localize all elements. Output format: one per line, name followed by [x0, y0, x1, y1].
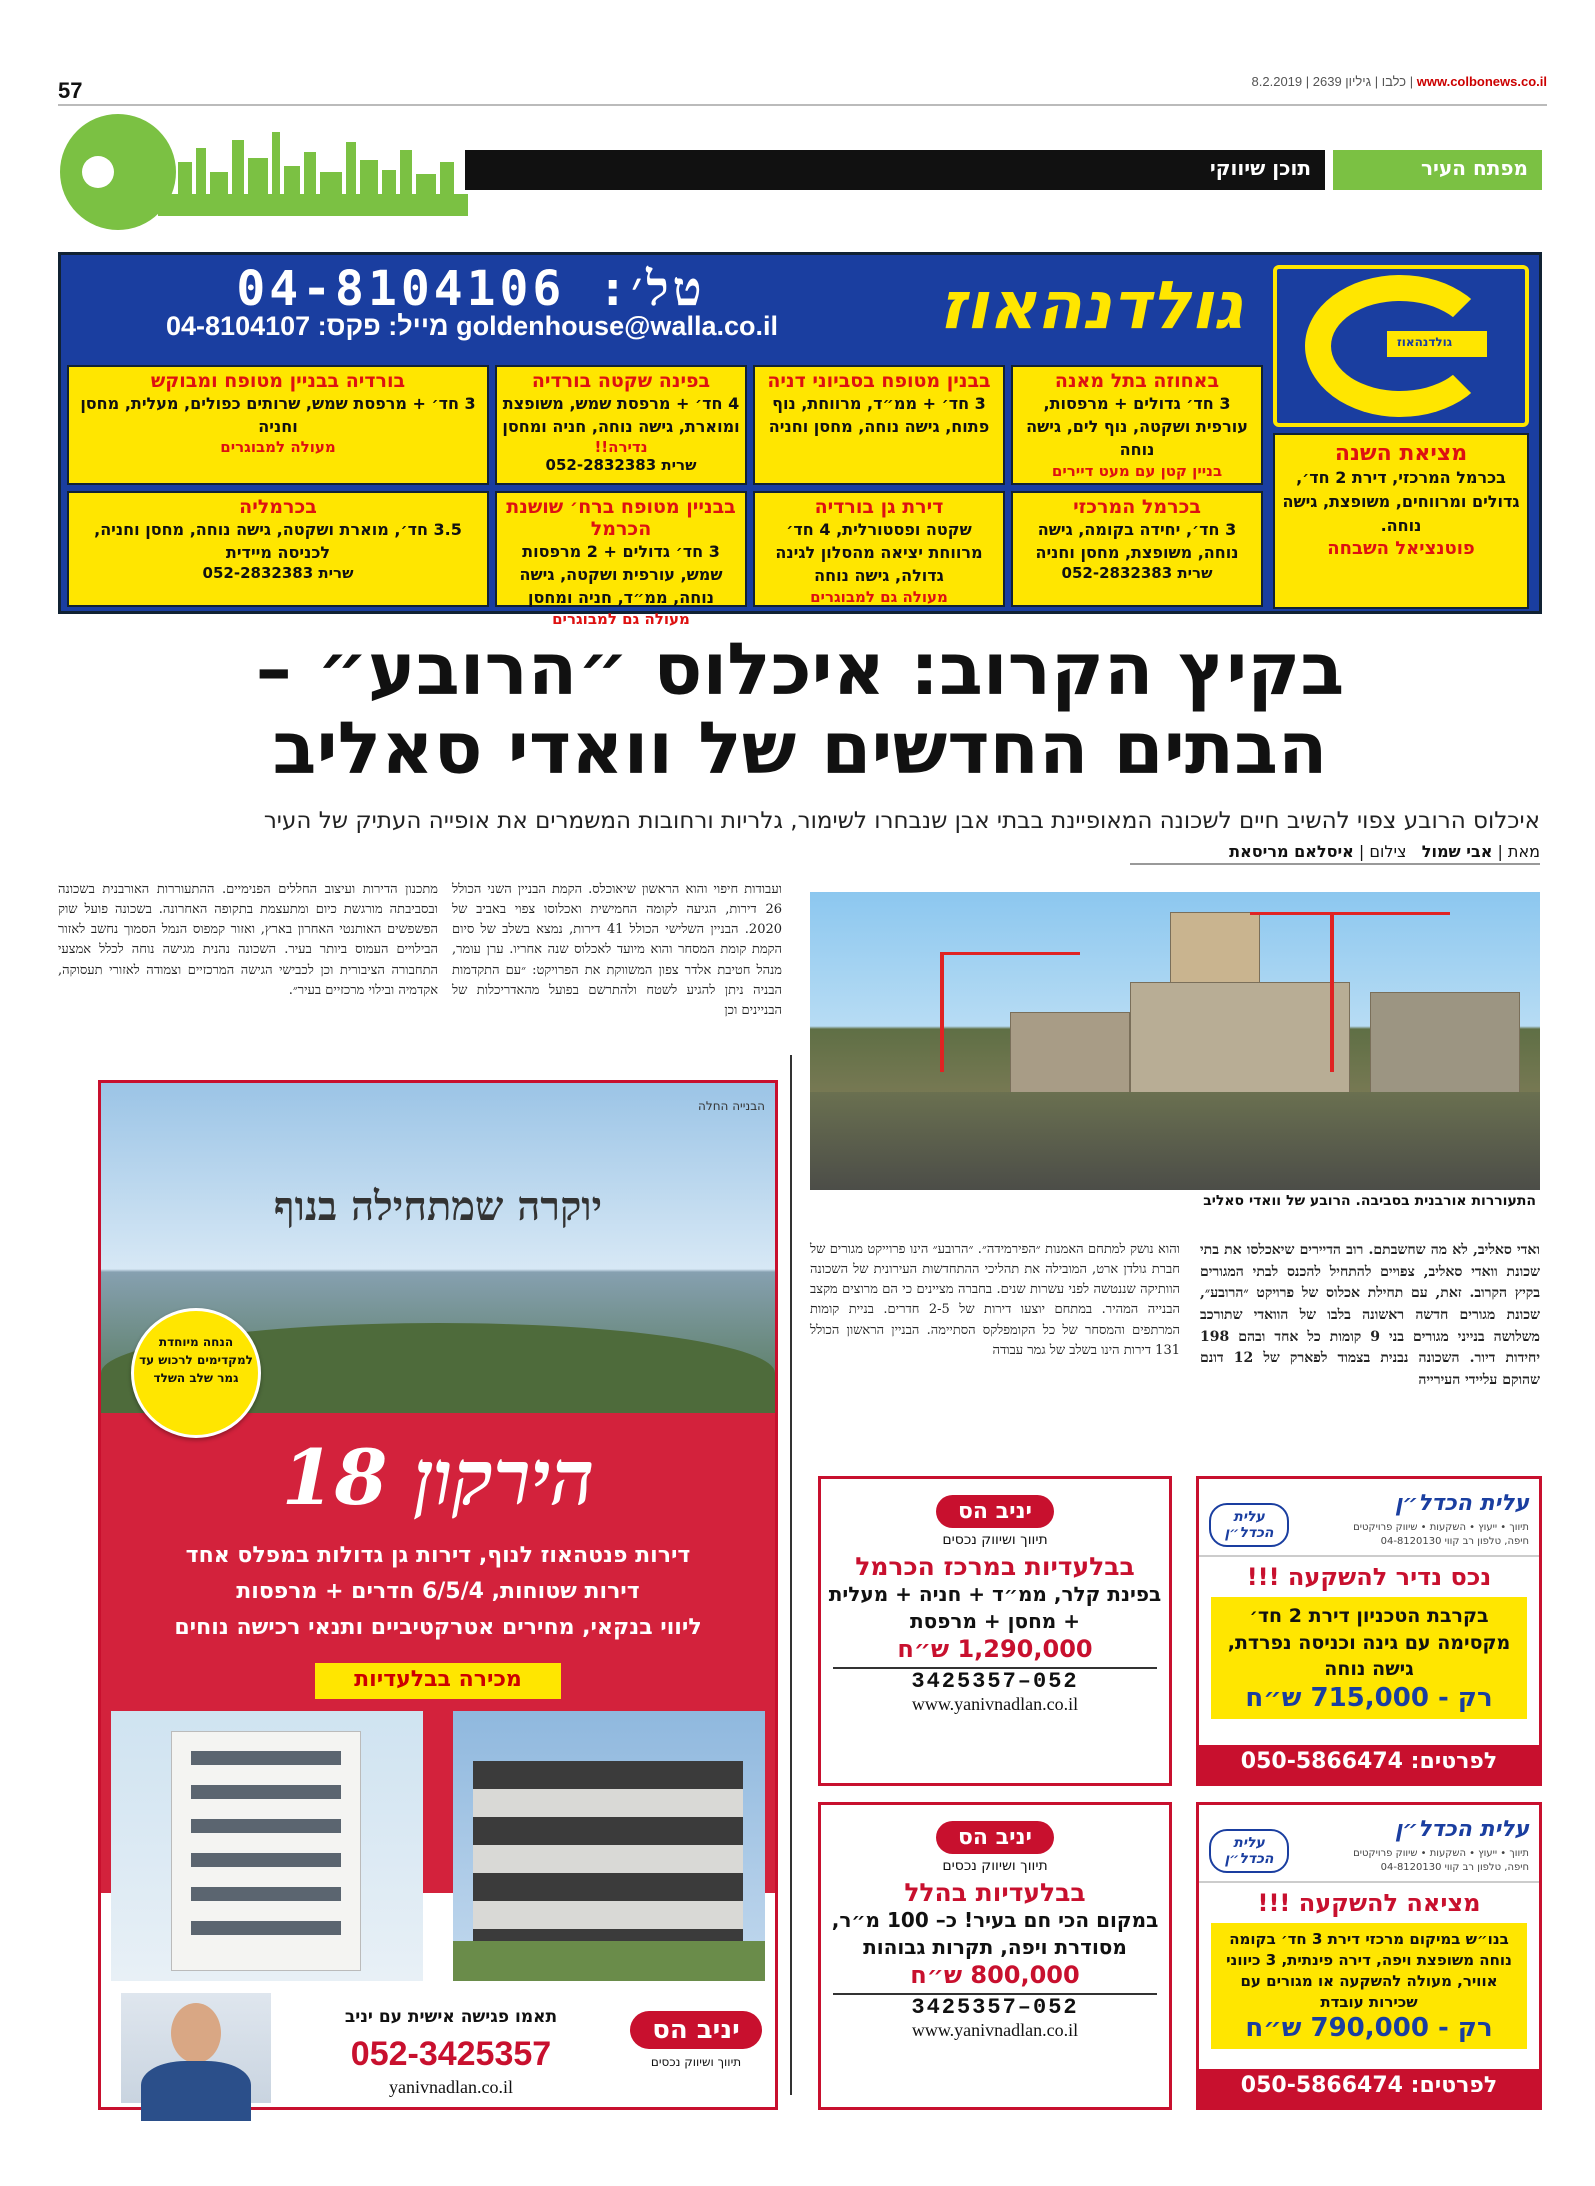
- ad-body: בנו״ש במיקום מרכזי דירת 3 חד׳ בקומה נוחה משופצת ויפה, דירה פינתית, 3 כיווני אוויר, מעולה להשקעה או מגורים עם שכירות עובדת רק - 790,000 ש״ח: [1211, 1923, 1527, 2049]
- construction-photo: [810, 892, 1540, 1190]
- alit-logo: עלית הכדל״ן: [1394, 1491, 1529, 1516]
- agent-phone[interactable]: 052-3425357: [350, 2035, 552, 2073]
- construction-tag: הבנייה החלה: [698, 1099, 765, 1113]
- issue-info: www.colbonews.co.il | כלבו | גיליון 2639 | 8.2.2019: [1251, 74, 1547, 89]
- article-column: ואדי סאליב, לא מה שחשבתם. רוב הדיירים שיאכלסו את בתי שכונת וואדי סאליב, צפויים להתחיל להכנס לבתי המגורים בקיץ הקרוב. זאת, עם תחילת אכלוס של פרויקט ״הרובע״, שכונת מגורים חדשה ראשונה בלבו של הוואדי שתורכב משלושה בנייני מגורים בני 9 קומות כל אחד ובהם 198 יחידות דיור. השכונה נבנית בצמוד לפארק של 12 דונם שהוקם עליידי העירייה: [1200, 1242, 1540, 1389]
- key-skyline-icon: [58, 112, 468, 232]
- article-headline: בקיץ הקרוב: איכלוס ״הרובע״ – הבתים החדשים של וואדי סאליב: [255, 627, 1345, 791]
- alit-ad-technion[interactable]: [1196, 1476, 1542, 1786]
- ad-body: בקרבת הטכניון דירת 2 חד׳ מקסימה עם גינה וכניסה נפרדת, גישה נוחה רק - 715,000 ש״ח: [1211, 1597, 1527, 1719]
- author: אבי שמול: [1421, 842, 1493, 861]
- ad-title: בבלעדיות בהלל: [904, 1878, 1086, 1907]
- listing-cell[interactable]: בפינה שקטה בורדיה 4 חד׳ + מרפסת שמש, משופצת ומוארת, גישה נוחה, חניה ומחסן נדירה!! שרית 052-2832383: [495, 365, 747, 485]
- ad-website[interactable]: www.yanivnadlan.co.il: [911, 2020, 1079, 2040]
- byline: מאת | אבי שמול צילום | איסלאם מריסאת: [1130, 842, 1540, 865]
- page-number: 57: [58, 78, 83, 103]
- hayarkon18-ad[interactable]: [98, 1080, 778, 2110]
- alit-info: תיווך • ייעוץ • השקעות • שיווק פרויקטים חיפה, טלפון רב קווי 04-8120130: [1353, 1848, 1529, 1873]
- listing-cell[interactable]: בבניין מטופח ברח׳ שושנת הכרמל 3 חד׳ גדולים + 2 מרפסות שמש, עורפית ושקטה, גישה נוחה, ממ״ד, חניה ומחסן מעולה גם למבוגרים: [495, 491, 747, 607]
- header-divider: [58, 104, 1547, 106]
- yaniv-ad-carmel[interactable]: יניב הס תיווך ושיווק נכסים בבלעדיות במרכז הכרמל בפינת קלר, ממ״ד + חניה + מעלית + מחסן + מרפסת 1,290,000 ש״ח 052–3425357 www.yanivnadlan.co.il: [818, 1476, 1172, 1786]
- ad-phone[interactable]: 052–3425357: [833, 1993, 1157, 2020]
- alit-info: תיווך • ייעוץ • השקעות • שיווק פרויקטים חיפה, טלפון רב קווי 04-8120130: [1353, 1522, 1529, 1547]
- exclusive-sale-label: מכירה בבלעדיות: [315, 1663, 561, 1699]
- ad-footer-phone[interactable]: לפרטים: 050-5866474: [1199, 2069, 1539, 2107]
- agent-photo: [121, 1993, 271, 2103]
- section-bar-city-key: מפתח העיר: [1333, 150, 1542, 190]
- article-subtitle: איכלוס הרובע צפוי להשיב חיים לשכונה המאופיינת בבתי אבן שנבחרו לשימור, גלריות ורחובות המשמרים את אופייה העתיק של העיר: [263, 808, 1540, 834]
- ad-price: רק - 790,000 ש״ח: [1245, 2013, 1493, 2043]
- alit-logo: עלית הכדל״ן: [1394, 1817, 1529, 1842]
- listing-cell[interactable]: בכרמליה 3.5 חד׳, מוארת ושקטה, גישה נוחה, מחסן וחניה, לכניסה מיידית שרית 052-2832383: [67, 491, 489, 607]
- ad-price: 800,000 ש״ח: [910, 1961, 1080, 1989]
- column-divider: [790, 1055, 792, 2095]
- ad-line: דירות פנטהאוז לנוף, דירות גן גדולות במפלס אחד: [185, 1543, 691, 1568]
- rendering-image: [111, 1711, 423, 1981]
- ad-slogan: יוקרה שמתחילה בנוף: [273, 1183, 603, 1230]
- ad-phone[interactable]: 052–3425357: [833, 1667, 1157, 1694]
- yaniv-logo: יניב הס: [936, 1821, 1054, 1854]
- photographer: איסלאם מריסאת: [1229, 842, 1354, 861]
- listing-cell[interactable]: בכרמל המרכזי 3 חד׳, יחידה בקומה, גישה נוחה, משופצת, מחסן וחניה שרית 052-2832383: [1011, 491, 1263, 607]
- ad-headline: מציאה להשקעה !!!: [1257, 1889, 1481, 1917]
- article-column: מתכנון הדירות ועיצוב החללים הפנימיים. ההתעוררות האורבנית בשכונה ובסביבתה מורגשת כיום ומתעצמת בתקופה האחרונה. בשכונה פועל שוק הפשפשים האותנטי האחרון בארץ, ואזור קמפוס הנמל הסמוך נחשב לאזור הבילויים העמוס ביותר בעיר. השכונה נהנית מגישה נוחה לכלל אמצעי התחבורה הציבורית וכן לכבישי הגישה המרכזיים וצמודה לאזורי תעסוקה, אקדמיה ובילוי מרכזיים בעיר״.: [58, 882, 438, 998]
- goldenhouse-name: גולדנהאוז: [939, 267, 1243, 344]
- meeting-text: תאמו פגישה אישית עם יניב: [344, 2007, 558, 2027]
- alit-emblem: עלית הכדל״ן: [1209, 1503, 1289, 1547]
- project-name: הירקון 18: [281, 1433, 595, 1522]
- article-column: והוא נושק למתחם האמנות ״הפירמידה״. ״הרובע״ הינו פרוייקט מגורים של חברת גולדן ארט, המובילה את תהליכי ההתחדשות העירונית של השכונה הוותיקה שננטשה לפני עשרות שנים. בחברה מציינים כי הם מרוצים מקצב הבנייה המהיר. במתחם יוצעו דירות של 2-5 חדרים. בניית קומות המרתפים והמסחר של כל הקומפלקס הסתיימה. הבניין הראשון הכולל 131 דירות הינו בשלב של גמר עבודה: [810, 1242, 1180, 1358]
- alit-emblem: עלית הכדל״ן: [1209, 1829, 1289, 1873]
- agent-website[interactable]: yanivnadlan.co.il: [389, 2077, 513, 2097]
- article-column: ועבודות חיפוי והוא הראשון שיאוכלס. הקמת הבניין השני הכולל 26 דירות, הגיעה לקומה החמישית ואכלוסו צפוי באביב של 2020. הבניין השלישי הכולל 41 דירות, נמצא בשלב של סיום הקמת קומת המסחר והוא מיועד לאכלוס שנה אחריו. ערן עומר, מנהל חטיבת אלדר צפון המשווקת את הפרויקט: ״עם התקדמות הבניה ניתן להגיע לשטח ולהתרשם בפועל מהאדריכלות של הבניינים וכן: [452, 882, 783, 1018]
- listing-cell[interactable]: בבנין מטופח בסביוני דניה 3 חד׳ + ממ״ד, מרווחת, נוף פתוח, גישה נוחה, מחסן וחניה: [753, 365, 1005, 485]
- ad-price: רק - 715,000 ש״ח: [1245, 1682, 1493, 1713]
- yaniv-logo: יניב הס: [936, 1495, 1054, 1528]
- listing-cell[interactable]: באחוזה בתל מאנה 3 חד׳ גדולים + מרפסות, עורפית ושקטה, נוף לים, גישה נוחה בניין קטן עם מעט דיירים: [1011, 365, 1263, 485]
- site-url[interactable]: www.colbonews.co.il: [1416, 74, 1547, 89]
- goldenhouse-contact[interactable]: goldenhouse@walla.co.il מייל: פקס: 04-8104107: [166, 311, 778, 341]
- goldenhouse-phone[interactable]: טל׳: 04-8104106: [236, 261, 706, 317]
- yaniv-logo: יניב הס תיווך ושיווק נכסים: [621, 2011, 771, 2069]
- listing-cell[interactable]: בורדיה בבניין מטופח ומבוקש 3 חד׳ + מרפסת שמש, שרותים כפולים, מעלית, מחסן וחניה מעולה למבוגרים: [67, 365, 489, 485]
- ad-line: דירות שטוחות, 6/5/4 חדרים + מרפסות: [236, 1579, 640, 1604]
- ad-headline: נכס נדיר להשקעה !!!: [1246, 1563, 1492, 1591]
- goldenhouse-logo: [1273, 265, 1529, 427]
- ad-line: ליווי בנקאי, מחירים אטרקטיביים ותנאי רכישה נוחים: [174, 1615, 702, 1640]
- logo-text: גולדנהאוז: [1397, 335, 1453, 349]
- section-bar-marketing: תוכן שיווקי: [465, 150, 1325, 190]
- photo-caption: התעוררות אורבנית בסביבה. הרובע של וואדי סאליב: [810, 1190, 1540, 1214]
- ad-body: במקום הכי חם בעיר! כ– 100 מ״ר, מסודרת ויפה, תקרות גבוהות: [831, 1908, 1159, 1959]
- yaniv-ad-hillel[interactable]: יניב הס תיווך ושיווק נכסים בבלעדיות בהלל במקום הכי חם בעיר! כ– 100 מ״ר, מסודרת ויפה, תקרות גבוהות 800,000 ש״ח 052–3425357 www.yanivnadlan.co.il: [818, 1802, 1172, 2110]
- ad-body: בפינת קלר, ממ״ד + חניה + מעלית + מחסן + מרפסת: [828, 1582, 1162, 1633]
- ad-title: בבלעדיות במרכז הכרמל: [855, 1552, 1135, 1581]
- ad-website[interactable]: www.yanivnadlan.co.il: [911, 1694, 1079, 1714]
- goldenhouse-ad[interactable]: [58, 252, 1542, 628]
- ad-price: 1,290,000 ש״ח: [897, 1635, 1093, 1663]
- listing-cell[interactable]: דירת גן בורדיה שקטה ופסטורלית, 4 חד׳ מרווחת יציאה מהסלון לגינה גדולה, גישה נוחה מעולה גם למבוגרים: [753, 491, 1005, 607]
- rendering-image: [453, 1711, 765, 1981]
- ad-footer-phone[interactable]: לפרטים: 050-5866474: [1199, 1745, 1539, 1783]
- discount-badge: הנחה מיוחדת למקדימים לרכוש עד גמר שלב השלד: [131, 1308, 261, 1438]
- issue-text: כלבו | גיליון 2639 | 8.2.2019: [1251, 74, 1407, 89]
- deal-of-year-cell[interactable]: מציאת השנה בכרמל המרכזי, דירת 2 חד׳, גדולים ומרווחים, משופצת, גישה נוחה. פוטנציאל השבחה: [1273, 433, 1529, 609]
- alit-ad-investment[interactable]: [1196, 1802, 1542, 2110]
